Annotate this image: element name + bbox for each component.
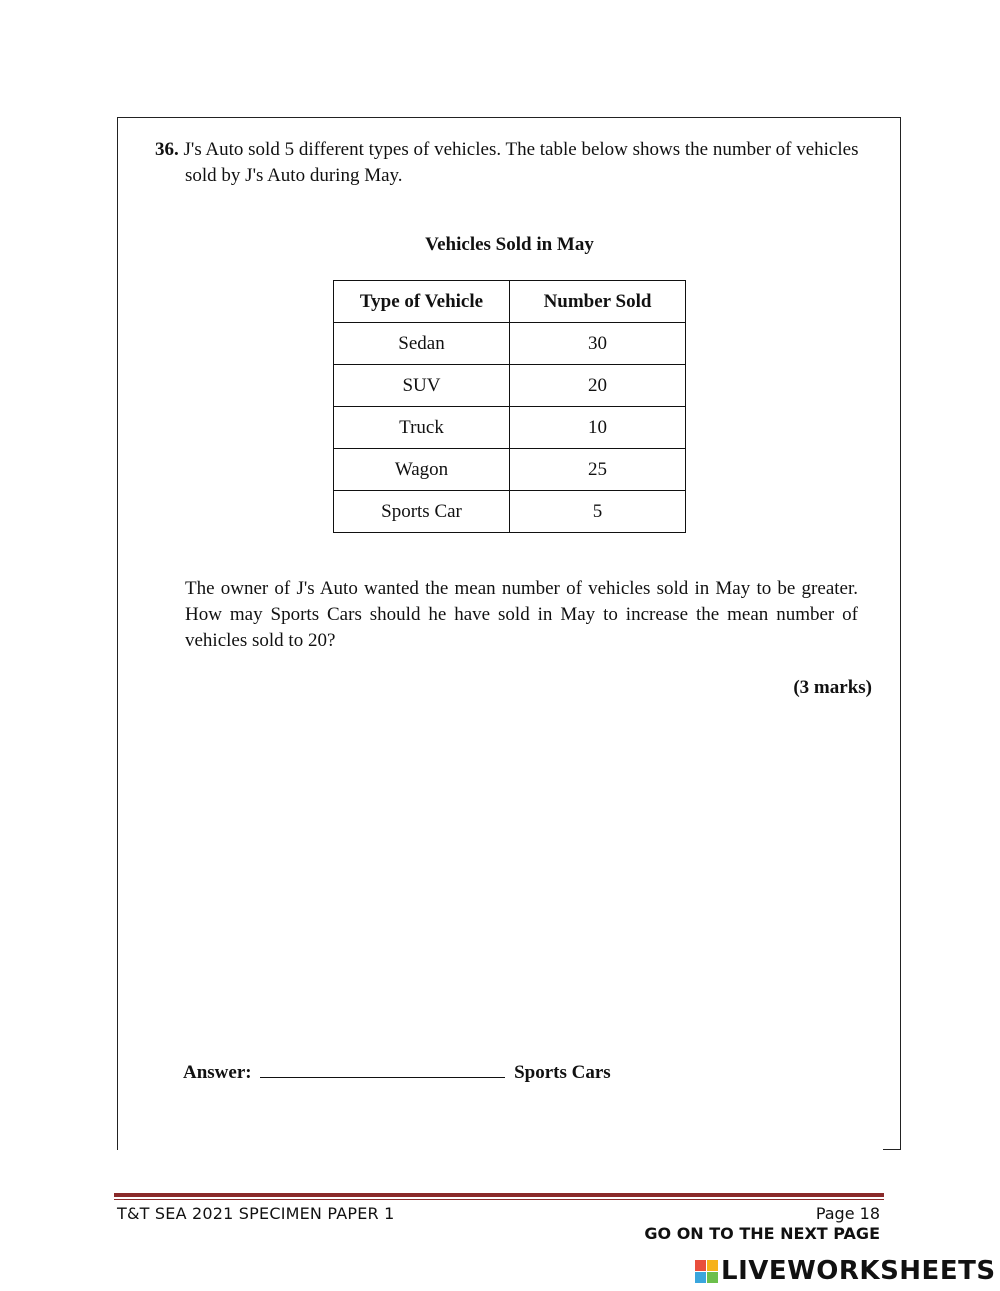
cell-number: 30: [510, 323, 686, 365]
question-prompt: The owner of J's Auto wanted the mean number of vehicles sold in May to be greater. How may Sports Cars should he have sold in May to increase the mean number of vehicles sold to 20?: [185, 578, 858, 651]
footer-page-number: Page 18: [815, 1204, 880, 1223]
vehicles-table: [333, 280, 686, 533]
footer-rule-thick: [114, 1193, 884, 1197]
table-row: [334, 491, 686, 533]
question-frame-left: [117, 117, 118, 1150]
logo-blocks-icon: [695, 1260, 718, 1283]
footer-paper-title: T&T SEA 2021 SPECIMEN PAPER 1: [117, 1204, 395, 1223]
logo-text: LIVEWORKSHEETS: [721, 1256, 996, 1286]
answer-blank-input[interactable]: [260, 1059, 505, 1078]
cell-type: Truck: [334, 407, 510, 449]
cell-type: Sports Car: [334, 491, 510, 533]
cell-type: SUV: [334, 365, 510, 407]
question-frame-corner: [883, 1149, 901, 1150]
question-number: 36.: [155, 139, 179, 160]
liveworksheets-logo: [695, 1254, 996, 1288]
logo-block: [707, 1272, 718, 1283]
logo-block: [707, 1260, 718, 1271]
table-row: [334, 449, 686, 491]
cell-number: 5: [510, 491, 686, 533]
question-frame-right: [900, 117, 901, 1150]
logo-block: [695, 1272, 706, 1283]
cell-number: 10: [510, 407, 686, 449]
answer-unit: Sports Cars: [514, 1062, 611, 1083]
footer-rule-thin: [114, 1199, 884, 1200]
cell-number: 20: [510, 365, 686, 407]
cell-type: Wagon: [334, 449, 510, 491]
table-row: [334, 407, 686, 449]
logo-block: [695, 1260, 706, 1271]
header-type: Type of Vehicle: [334, 281, 510, 323]
question-frame-top: [117, 117, 901, 118]
header-number: Number Sold: [510, 281, 686, 323]
footer-next-page: GO ON TO THE NEXT PAGE: [644, 1224, 880, 1243]
question-text: [155, 137, 870, 189]
answer-row: [183, 1059, 611, 1084]
answer-label: Answer:: [183, 1062, 252, 1083]
table-title: Vehicles Sold in May: [425, 234, 594, 255]
table-row: [334, 323, 686, 365]
question-line-1: J's Auto sold 5 different types of vehicles. The table below shows the number of vehicles: [183, 139, 859, 160]
table-header-row: [334, 281, 686, 323]
question-line-2: sold by J's Auto during May.: [185, 165, 403, 186]
table-row: [334, 365, 686, 407]
cell-number: 25: [510, 449, 686, 491]
marks-label: (3 marks): [793, 677, 872, 698]
cell-type: Sedan: [334, 323, 510, 365]
